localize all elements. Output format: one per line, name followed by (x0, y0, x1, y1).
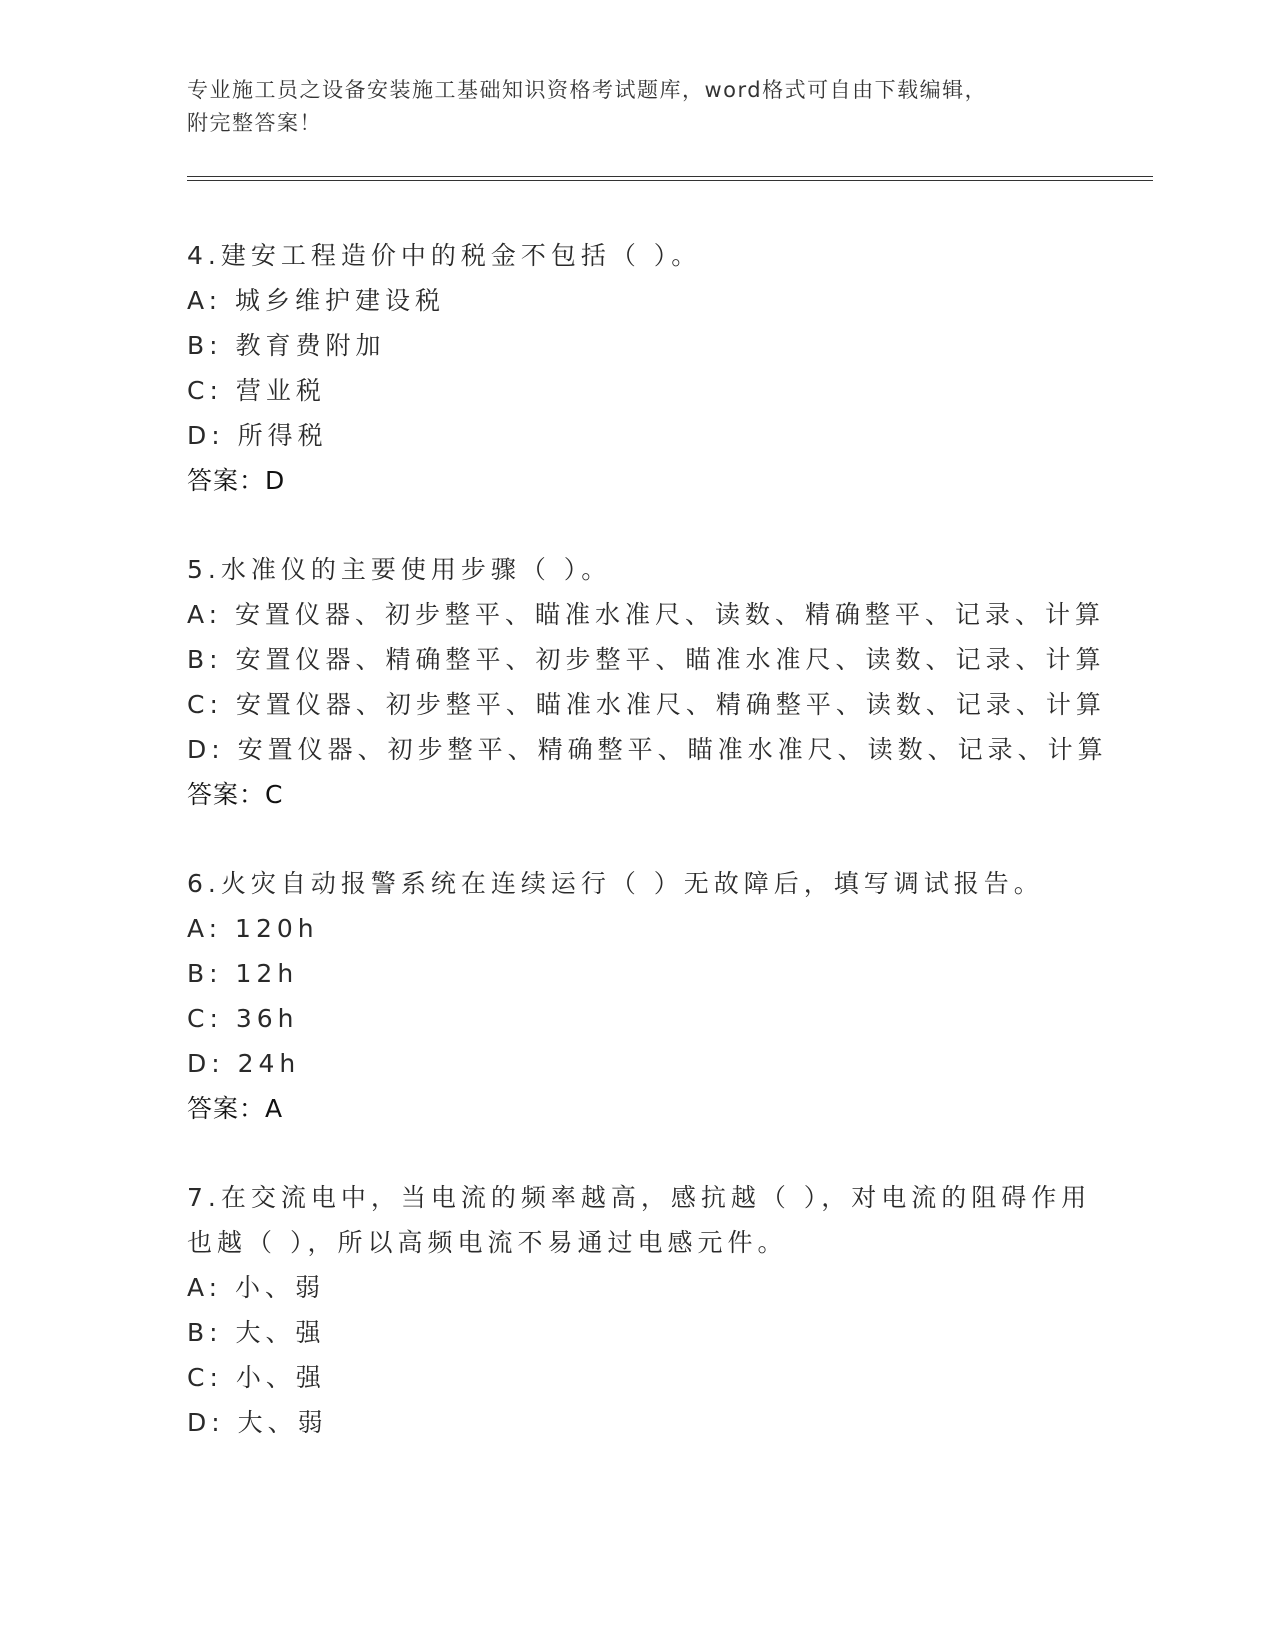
option-a: A: 120h (187, 914, 319, 943)
header-line-1: 专业施工员之设备安装施工基础知识资格考试题库，word格式可自由下载编辑， (187, 78, 988, 102)
option-d: D: 24h (187, 1049, 301, 1078)
header-line-2: 附完整答案！ (187, 111, 322, 135)
option-b: B: 安置仪器、精确整平、初步整平、瞄准水准尺、读数、记录、计算 (187, 645, 1106, 674)
option-b: B: 教育费附加 (187, 331, 386, 360)
option-a: A: 城乡维护建设税 (187, 286, 446, 315)
document-header (187, 74, 1087, 140)
answer: 答案：A (187, 1094, 284, 1123)
question-6 (187, 861, 1147, 1131)
option-c: C: 安置仪器、初步整平、瞄准水准尺、精确整平、读数、记录、计算 (187, 690, 1106, 719)
question-4 (187, 233, 1147, 503)
question-list (187, 233, 1147, 1489)
question-stem-line-1: 7.在交流电中，当电流的频率越高，感抗越（ ），对电流的阻碍作用 (187, 1183, 1092, 1212)
option-d: D: 安置仪器、初步整平、精确整平、瞄准水准尺、读数、记录、计算 (187, 735, 1108, 764)
header-divider (187, 176, 1153, 181)
option-a: A: 小、弱 (187, 1273, 326, 1302)
option-b: B: 12h (187, 959, 299, 988)
question-7 (187, 1175, 1147, 1445)
question-stem: 6.火灾自动报警系统在连续运行（ ）无故障后，填写调试报告。 (187, 869, 1044, 898)
option-b: B: 大、强 (187, 1318, 326, 1347)
question-stem: 5.水准仪的主要使用步骤（ ）。 (187, 555, 612, 584)
option-d: D: 大、弱 (187, 1408, 328, 1437)
answer: 答案：C (187, 780, 284, 809)
question-stem: 4.建安工程造价中的税金不包括（ ）。 (187, 241, 702, 270)
answer: 答案：D (187, 466, 286, 495)
option-c: C: 小、强 (187, 1363, 326, 1392)
question-stem-line-2: 也越（ ），所以高频电流不易通过电感元件。 (187, 1228, 788, 1257)
question-5 (187, 547, 1147, 817)
option-c: C: 36h (187, 1004, 299, 1033)
option-d: D: 所得税 (187, 421, 328, 450)
option-a: A: 安置仪器、初步整平、瞄准水准尺、读数、精确整平、记录、计算 (187, 600, 1106, 629)
option-c: C: 营业税 (187, 376, 326, 405)
